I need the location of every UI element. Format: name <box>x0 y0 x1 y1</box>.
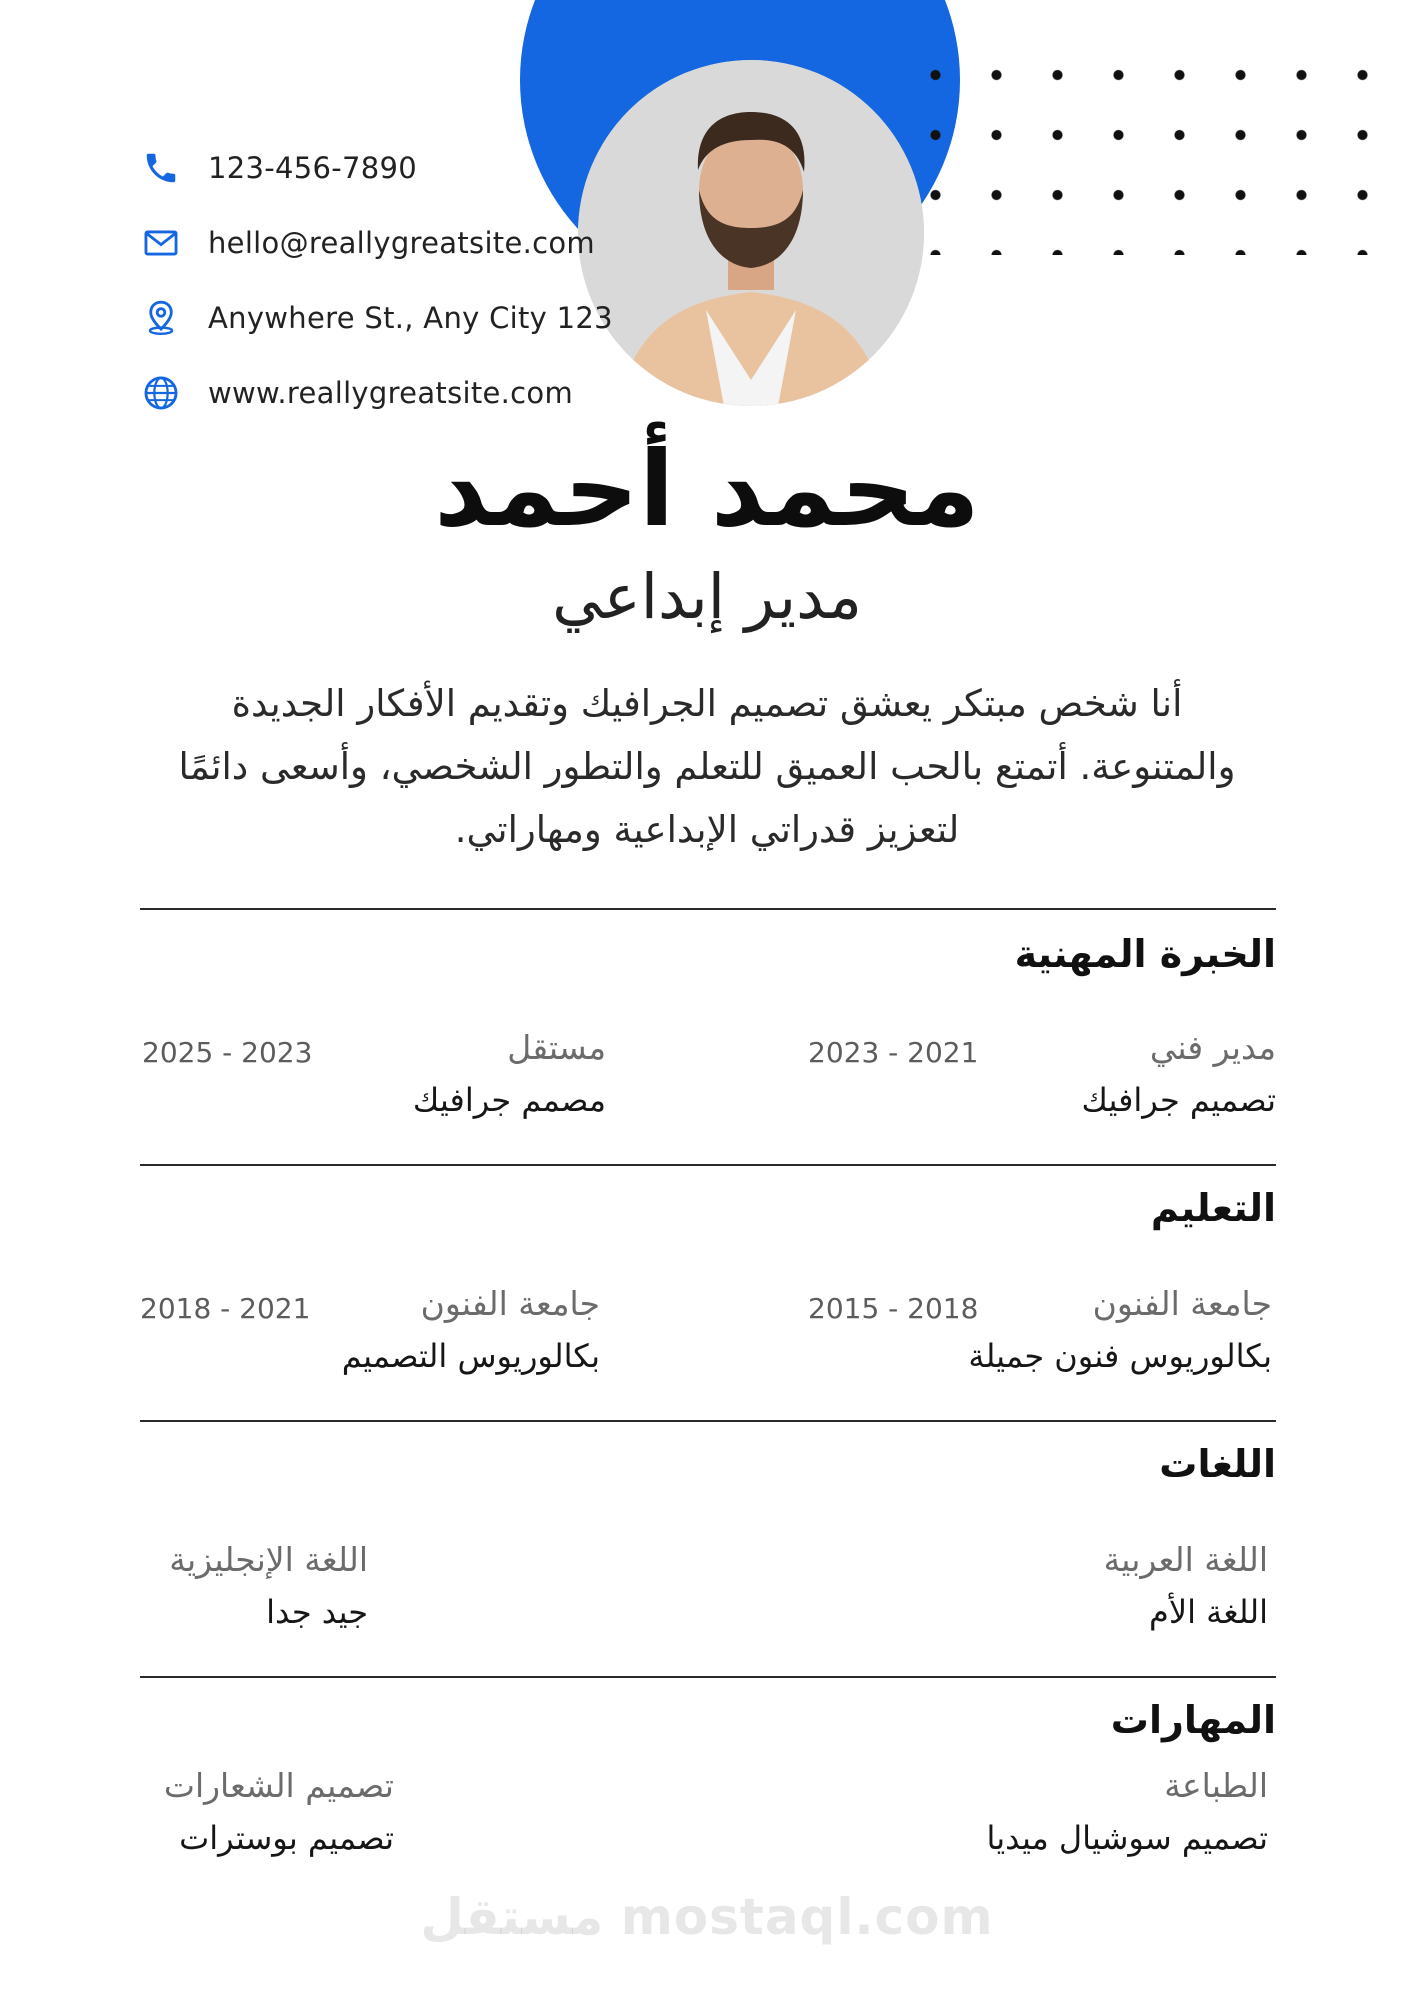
person-name: محمد أحمد <box>434 428 980 550</box>
entry-title: الطباعة <box>1164 1766 1268 1805</box>
entry-title: جامعة الفنون <box>1092 1284 1272 1323</box>
entry-subtitle: جيد جدا <box>266 1593 368 1631</box>
entry-years: 2025 - 2023 <box>142 1036 313 1069</box>
skill-entry <box>788 1766 1268 1857</box>
entry-title: مستقل <box>507 1028 606 1067</box>
contact-phone <box>140 130 613 205</box>
entry-years: 2018 - 2021 <box>140 1292 311 1325</box>
entry-subtitle: تصميم سوشيال ميديا <box>986 1819 1268 1857</box>
entry-years: 2023 - 2021 <box>808 1036 979 1069</box>
entry-years: 2015 - 2018 <box>808 1292 979 1325</box>
section-title-skills: المهارات <box>1110 1698 1276 1742</box>
contact-address <box>140 280 613 355</box>
address-text: Anywhere St., Any City 123 <box>208 300 613 335</box>
section-title-experience: الخبرة المهنية <box>1014 932 1276 976</box>
entry-subtitle: تصميم جرافيك <box>1081 1081 1276 1119</box>
entry-title: اللغة الإنجليزية <box>169 1540 368 1579</box>
bio-paragraph: أنا شخص مبتكر يعشق تصميم الجرافيك وتقديم الأفكار الجديدة والمتنوعة. أتمتع بالحب العميق للتعلم والتطور الشخصي، وأسعى دائمًا لتعزيز قدراتي الإبداعية ومهاراتي. <box>178 682 1236 851</box>
entry-title: اللغة العربية <box>1103 1540 1268 1579</box>
watermark-logo: مستقل mostaql.com <box>420 1888 994 1946</box>
divider <box>140 1420 1276 1422</box>
language-entry <box>788 1540 1268 1631</box>
globe-icon <box>140 372 182 414</box>
entry-subtitle: تصميم بوسترات <box>179 1819 394 1857</box>
job-title: مدير إبداعي <box>552 560 862 633</box>
contact-list <box>140 130 613 430</box>
entry-title: مدير فني <box>1149 1028 1276 1067</box>
dot-pattern <box>905 45 1370 255</box>
email-icon <box>140 222 182 264</box>
section-title-education: التعليم <box>1150 1186 1276 1230</box>
entry-subtitle: بكالوريوس فنون جميلة <box>968 1337 1272 1375</box>
language-entry <box>0 1540 368 1631</box>
phone-text: 123-456-7890 <box>208 150 418 185</box>
website-text: www.reallygreatsite.com <box>208 375 573 410</box>
phone-icon <box>140 147 182 189</box>
entry-title: تصميم الشعارات <box>163 1766 394 1805</box>
profile-photo <box>578 60 924 406</box>
contact-website <box>140 355 613 430</box>
contact-email <box>140 205 613 280</box>
location-icon <box>140 297 182 339</box>
divider <box>140 908 1276 910</box>
entry-title: جامعة الفنون <box>420 1284 600 1323</box>
divider <box>140 1164 1276 1166</box>
entry-subtitle: اللغة الأم <box>1149 1593 1268 1631</box>
entry-subtitle: بكالوريوس التصميم <box>341 1337 600 1375</box>
skill-entry <box>0 1766 394 1857</box>
divider <box>140 1676 1276 1678</box>
email-text: hello@reallygreatsite.com <box>208 225 595 260</box>
profile-illustration <box>578 60 924 406</box>
section-title-languages: اللغات <box>1159 1442 1276 1486</box>
entry-subtitle: مصمم جرافيك <box>412 1081 606 1119</box>
